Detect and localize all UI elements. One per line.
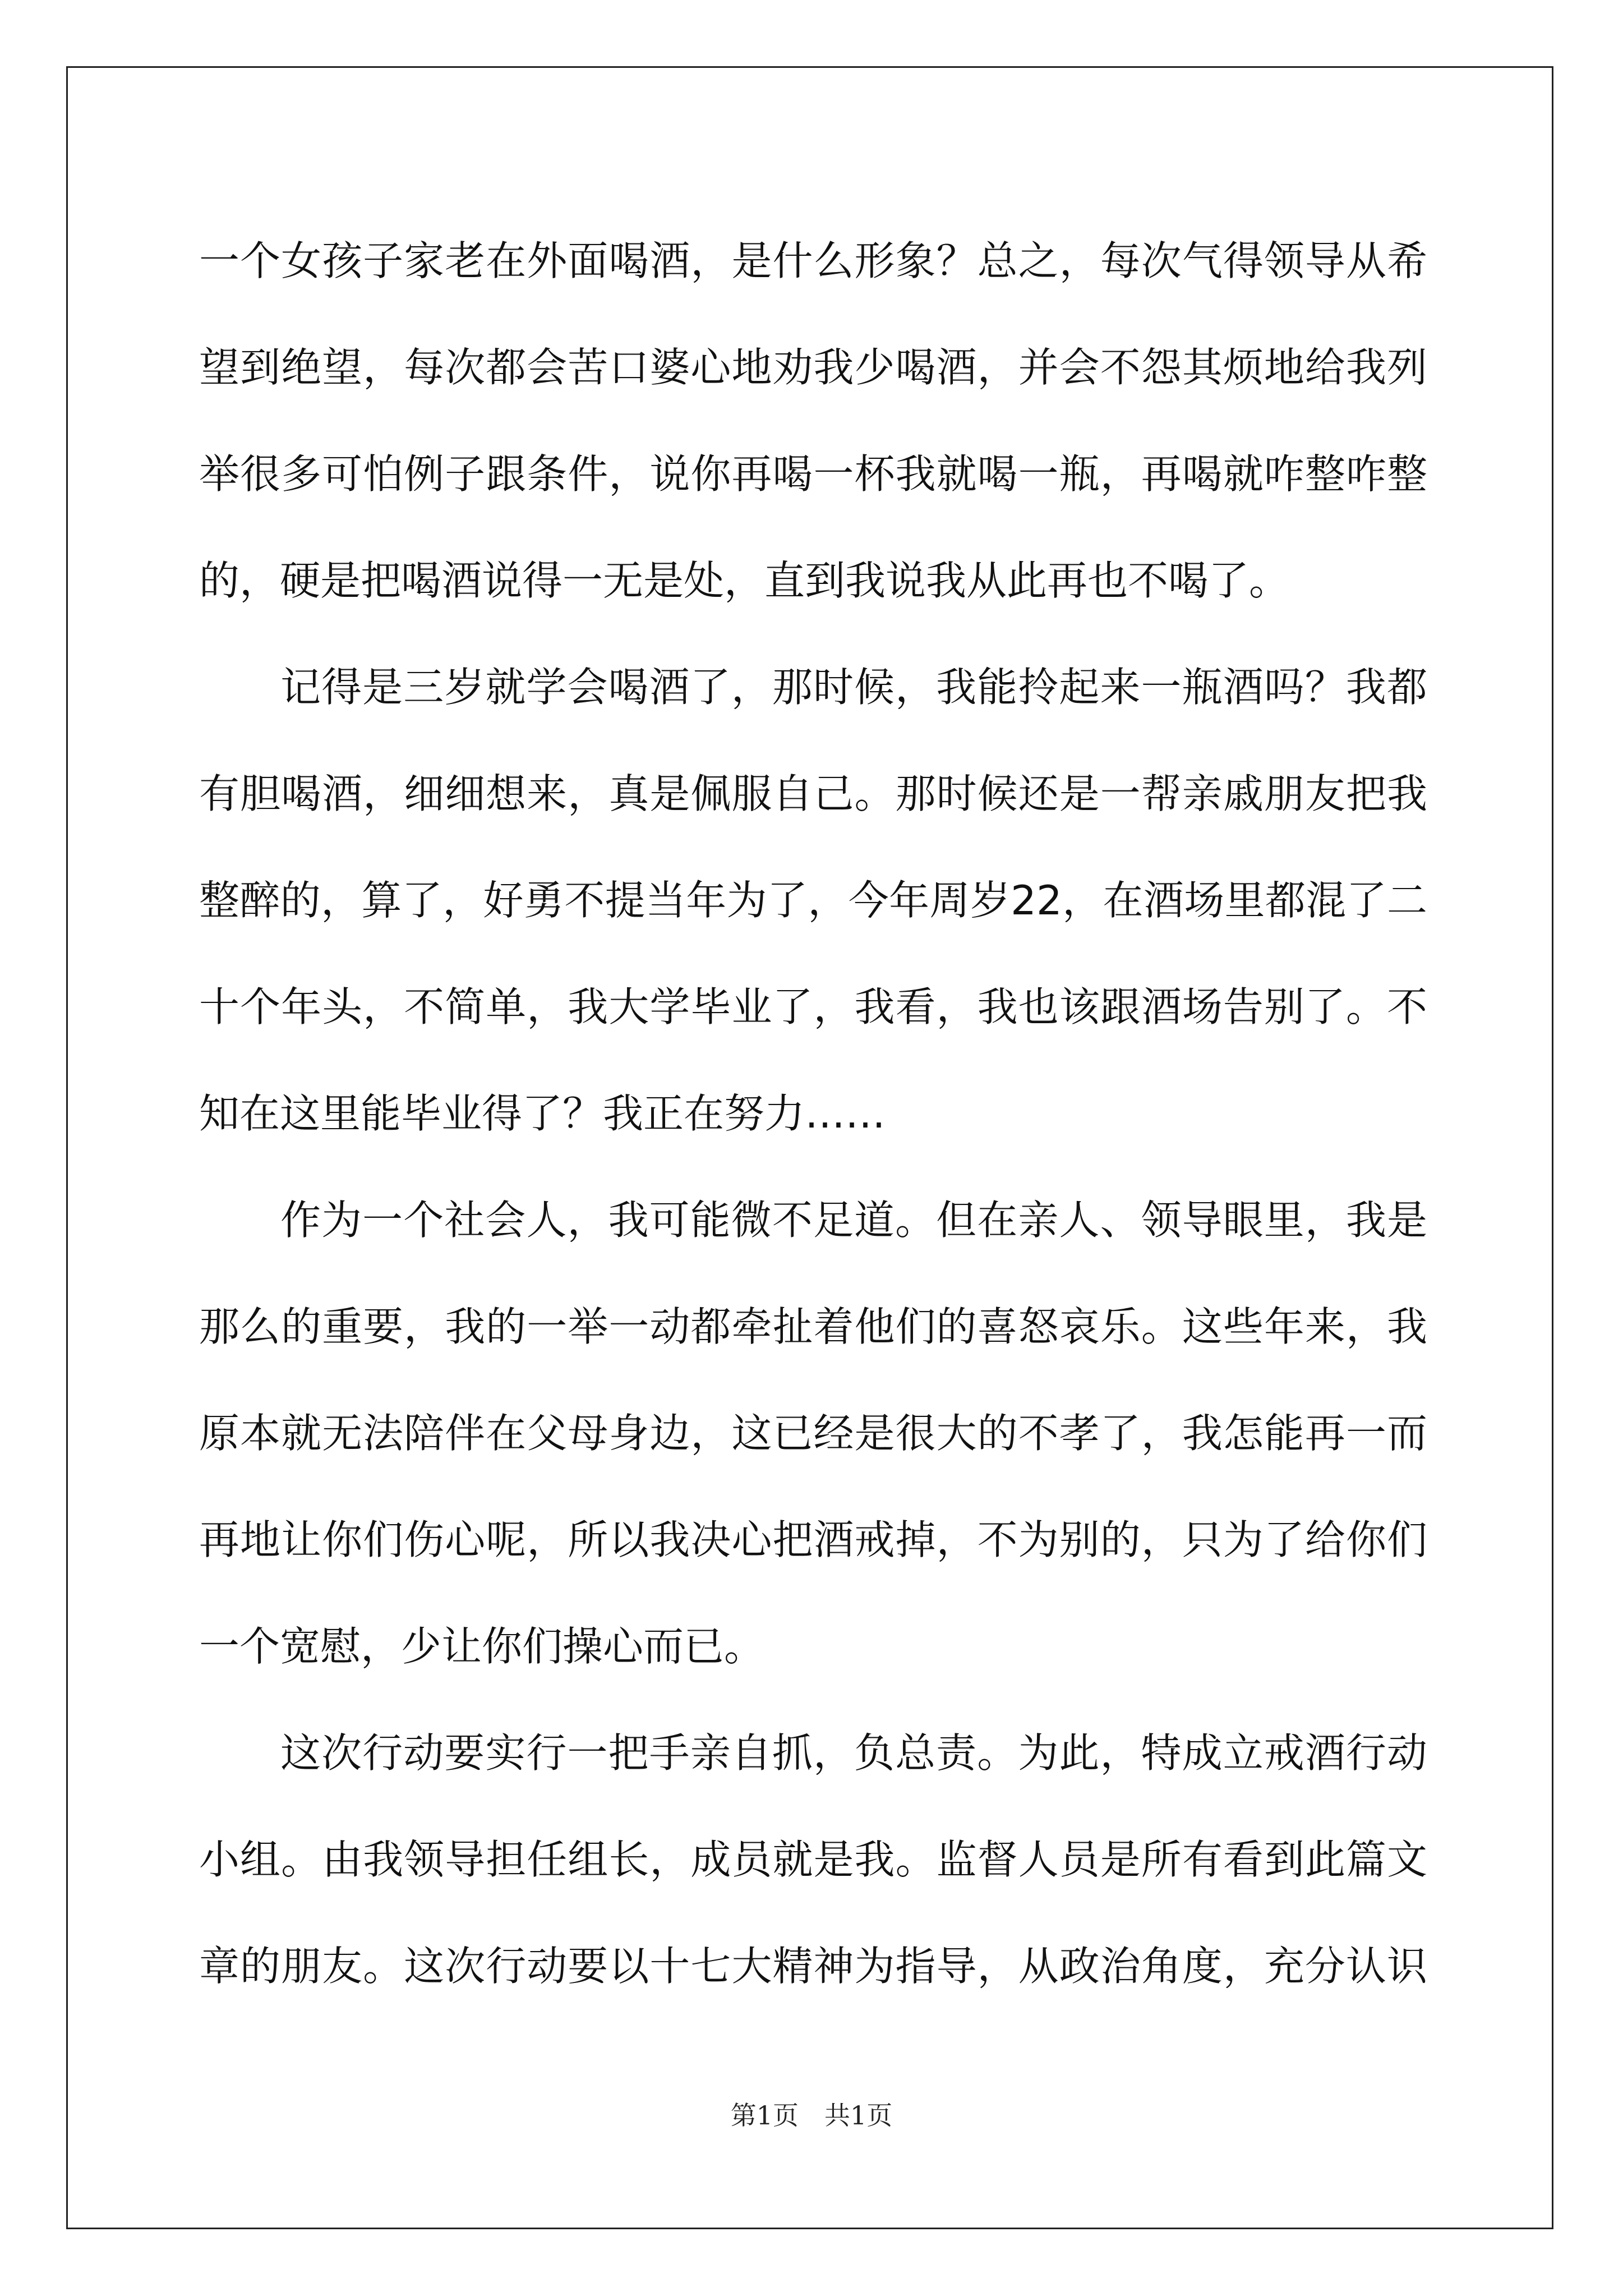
paragraph-first-line: 作为一个社会人，我可能微不足道。但在亲人、领导眼里，我是 — [280, 1197, 1427, 1244]
page-number-footer: 第1页 共1页 — [730, 2100, 893, 2131]
document-body — [199, 208, 1427, 2019]
text-line: 举很多可怕例子跟条件，说你再喝一杯我就喝一瓶，再喝就咋整咋整 — [199, 450, 1427, 498]
text-line: 小组。由我领导担任组长，成员就是我。监督人员是所有看到此篇文 — [199, 1836, 1427, 1883]
text-line: 知在这里能毕业得了？我正在努力…… — [199, 1090, 886, 1137]
text-line: 那么的重要，我的一举一动都牵扯着他们的喜怒哀乐。这些年来，我 — [199, 1303, 1427, 1350]
text-line: 章的朋友。这次行动要以十七大精神为指导，从政治角度，充分认识 — [199, 1943, 1427, 1990]
paragraph-first-line: 这次行动要实行一把手亲自抓，负总责。为此，特成立戒酒行动 — [280, 1729, 1427, 1777]
paragraph-first-line: 记得是三岁就学会喝酒了，那时候，我能拎起来一瓶酒吗？我都 — [280, 664, 1427, 711]
text-line: 一个女孩子家老在外面喝酒，是什么形象？总之，每次气得领导从希 — [199, 237, 1427, 284]
text-line: 望到绝望，每次都会苦口婆心地劝我少喝酒，并会不怨其烦地给我列 — [199, 344, 1427, 391]
text-line: 有胆喝酒，细细想来，真是佩服自己。那时候还是一帮亲戚朋友把我 — [199, 770, 1427, 817]
text-line: 整醉的，算了，好勇不提当年为了，今年周岁22，在酒场里都混了二 — [199, 877, 1427, 924]
text-line: 的，硬是把喝酒说得一无是处，直到我说我从此再也不喝了。 — [199, 557, 1290, 604]
text-line: 原本就无法陪伴在父母身边，这已经是很大的不孝了，我怎能再一而 — [199, 1410, 1427, 1457]
text-line: 十个年头，不简单，我大学毕业了，我看，我也该跟酒场告别了。不 — [199, 983, 1427, 1030]
text-line: 一个宽慰，少让你们操心而已。 — [199, 1623, 765, 1670]
text-line: 再地让你们伤心呢，所以我决心把酒戒掉，不为别的，只为了给你们 — [199, 1516, 1427, 1563]
